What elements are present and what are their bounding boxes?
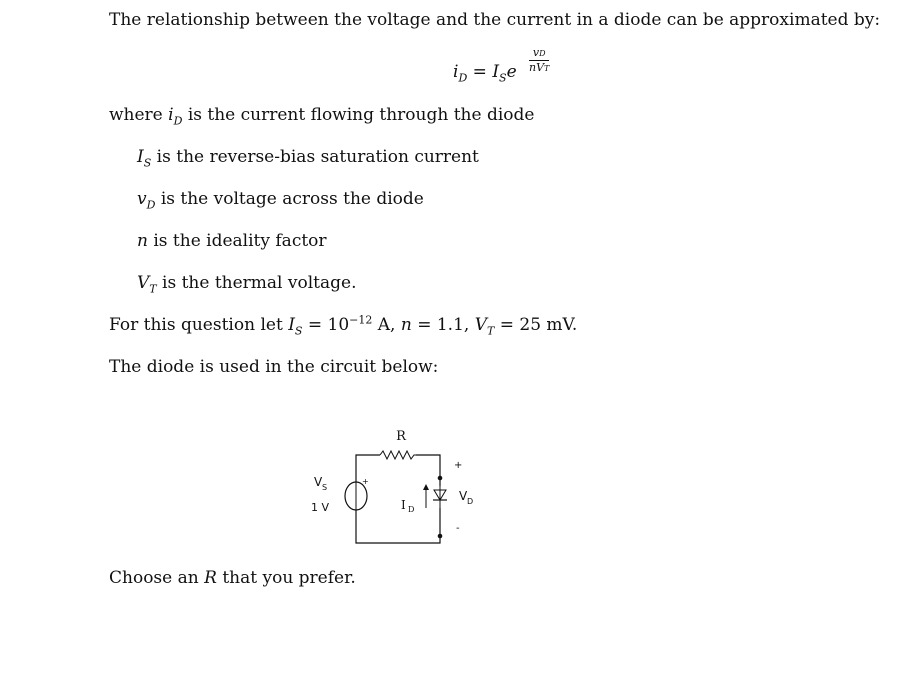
exp-num-sub: D [539,49,546,58]
diode-voltage-label: V [459,489,468,503]
def-var: n [137,231,148,251]
params-n-var: n [400,315,412,335]
exponent-fraction [529,46,549,75]
diode-minus: - [456,523,460,534]
resistor-label: R [396,429,406,444]
closing-var: R [204,568,217,588]
exponent-numerator [529,46,549,61]
def-text: is the ideality factor [147,231,327,251]
closing-line [109,567,356,589]
source-value: 1 V [311,501,330,514]
params-prefix: For this question let [109,315,289,335]
params-vt-var: V [474,315,487,335]
params-is-unit: A, [372,315,401,335]
params-vt-eq: = 25 mV. [494,315,578,335]
intro-text: The relationship between the voltage and the current in a diode can be approximated by: [109,10,881,30]
params-is-exp: −12 [349,313,373,327]
equation-lhs [453,62,517,85]
def-var: v [137,189,147,209]
source-label: V [314,475,323,489]
exp-den-n: n [529,61,537,74]
def-text: is the voltage across the diode [155,189,424,209]
eq-var-is: I [492,62,500,82]
exponent-denominator [529,61,549,75]
def-var: I [137,147,144,167]
params-n-eq: = 1.1, [411,315,475,335]
eq-sub-d: D [458,71,468,85]
source-plus: + [362,477,369,486]
exp-den-var: V [536,61,545,74]
where-line [109,104,534,126]
current-label: I [401,498,406,512]
eq-var-i: i [453,62,459,82]
closing-text: that you prefer. [216,568,356,588]
def-var: V [137,273,150,293]
current-label-sub: D [408,505,415,514]
params-is-eq: = 10 [302,315,350,335]
source-label-sub: S [322,483,328,492]
definition-vt [137,272,357,294]
parameters-line [109,314,577,336]
where-text: is the current flowing through the diode [182,105,535,125]
where-sub: D [173,114,183,128]
params-is-var: I [288,315,295,335]
def-sub: S [143,156,152,170]
circuit-wires [356,455,440,543]
diode-equation [453,46,563,86]
where-var: i [168,105,174,125]
diode-bottom-node [438,534,443,539]
where-prefix: where [109,105,169,125]
diode-voltage-sub: D [467,497,474,506]
current-arrow-head [423,484,429,490]
closing-prefix: Choose an [109,568,205,588]
exp-den-sub: T [544,64,550,73]
eq-sub-s: S [499,71,507,85]
def-sub: T [149,282,157,296]
def-text: is the thermal voltage. [156,273,357,293]
definition-vd [137,188,424,210]
circuit-diagram [300,420,500,560]
eq-equals: = [467,62,493,82]
definition-is [137,146,479,168]
diode-plus: + [454,460,463,471]
def-sub: D [146,198,156,212]
eq-exp-e: e [506,62,517,82]
params-is-sub: S [294,324,303,338]
def-text: is the reverse-bias saturation current [151,147,479,167]
diode-top-node [438,476,443,481]
params-vt-sub: T [487,324,495,338]
circuit-intro: The diode is used in the circuit below: [109,357,439,377]
exp-num-var: v [532,46,540,59]
definition-n [137,230,327,252]
